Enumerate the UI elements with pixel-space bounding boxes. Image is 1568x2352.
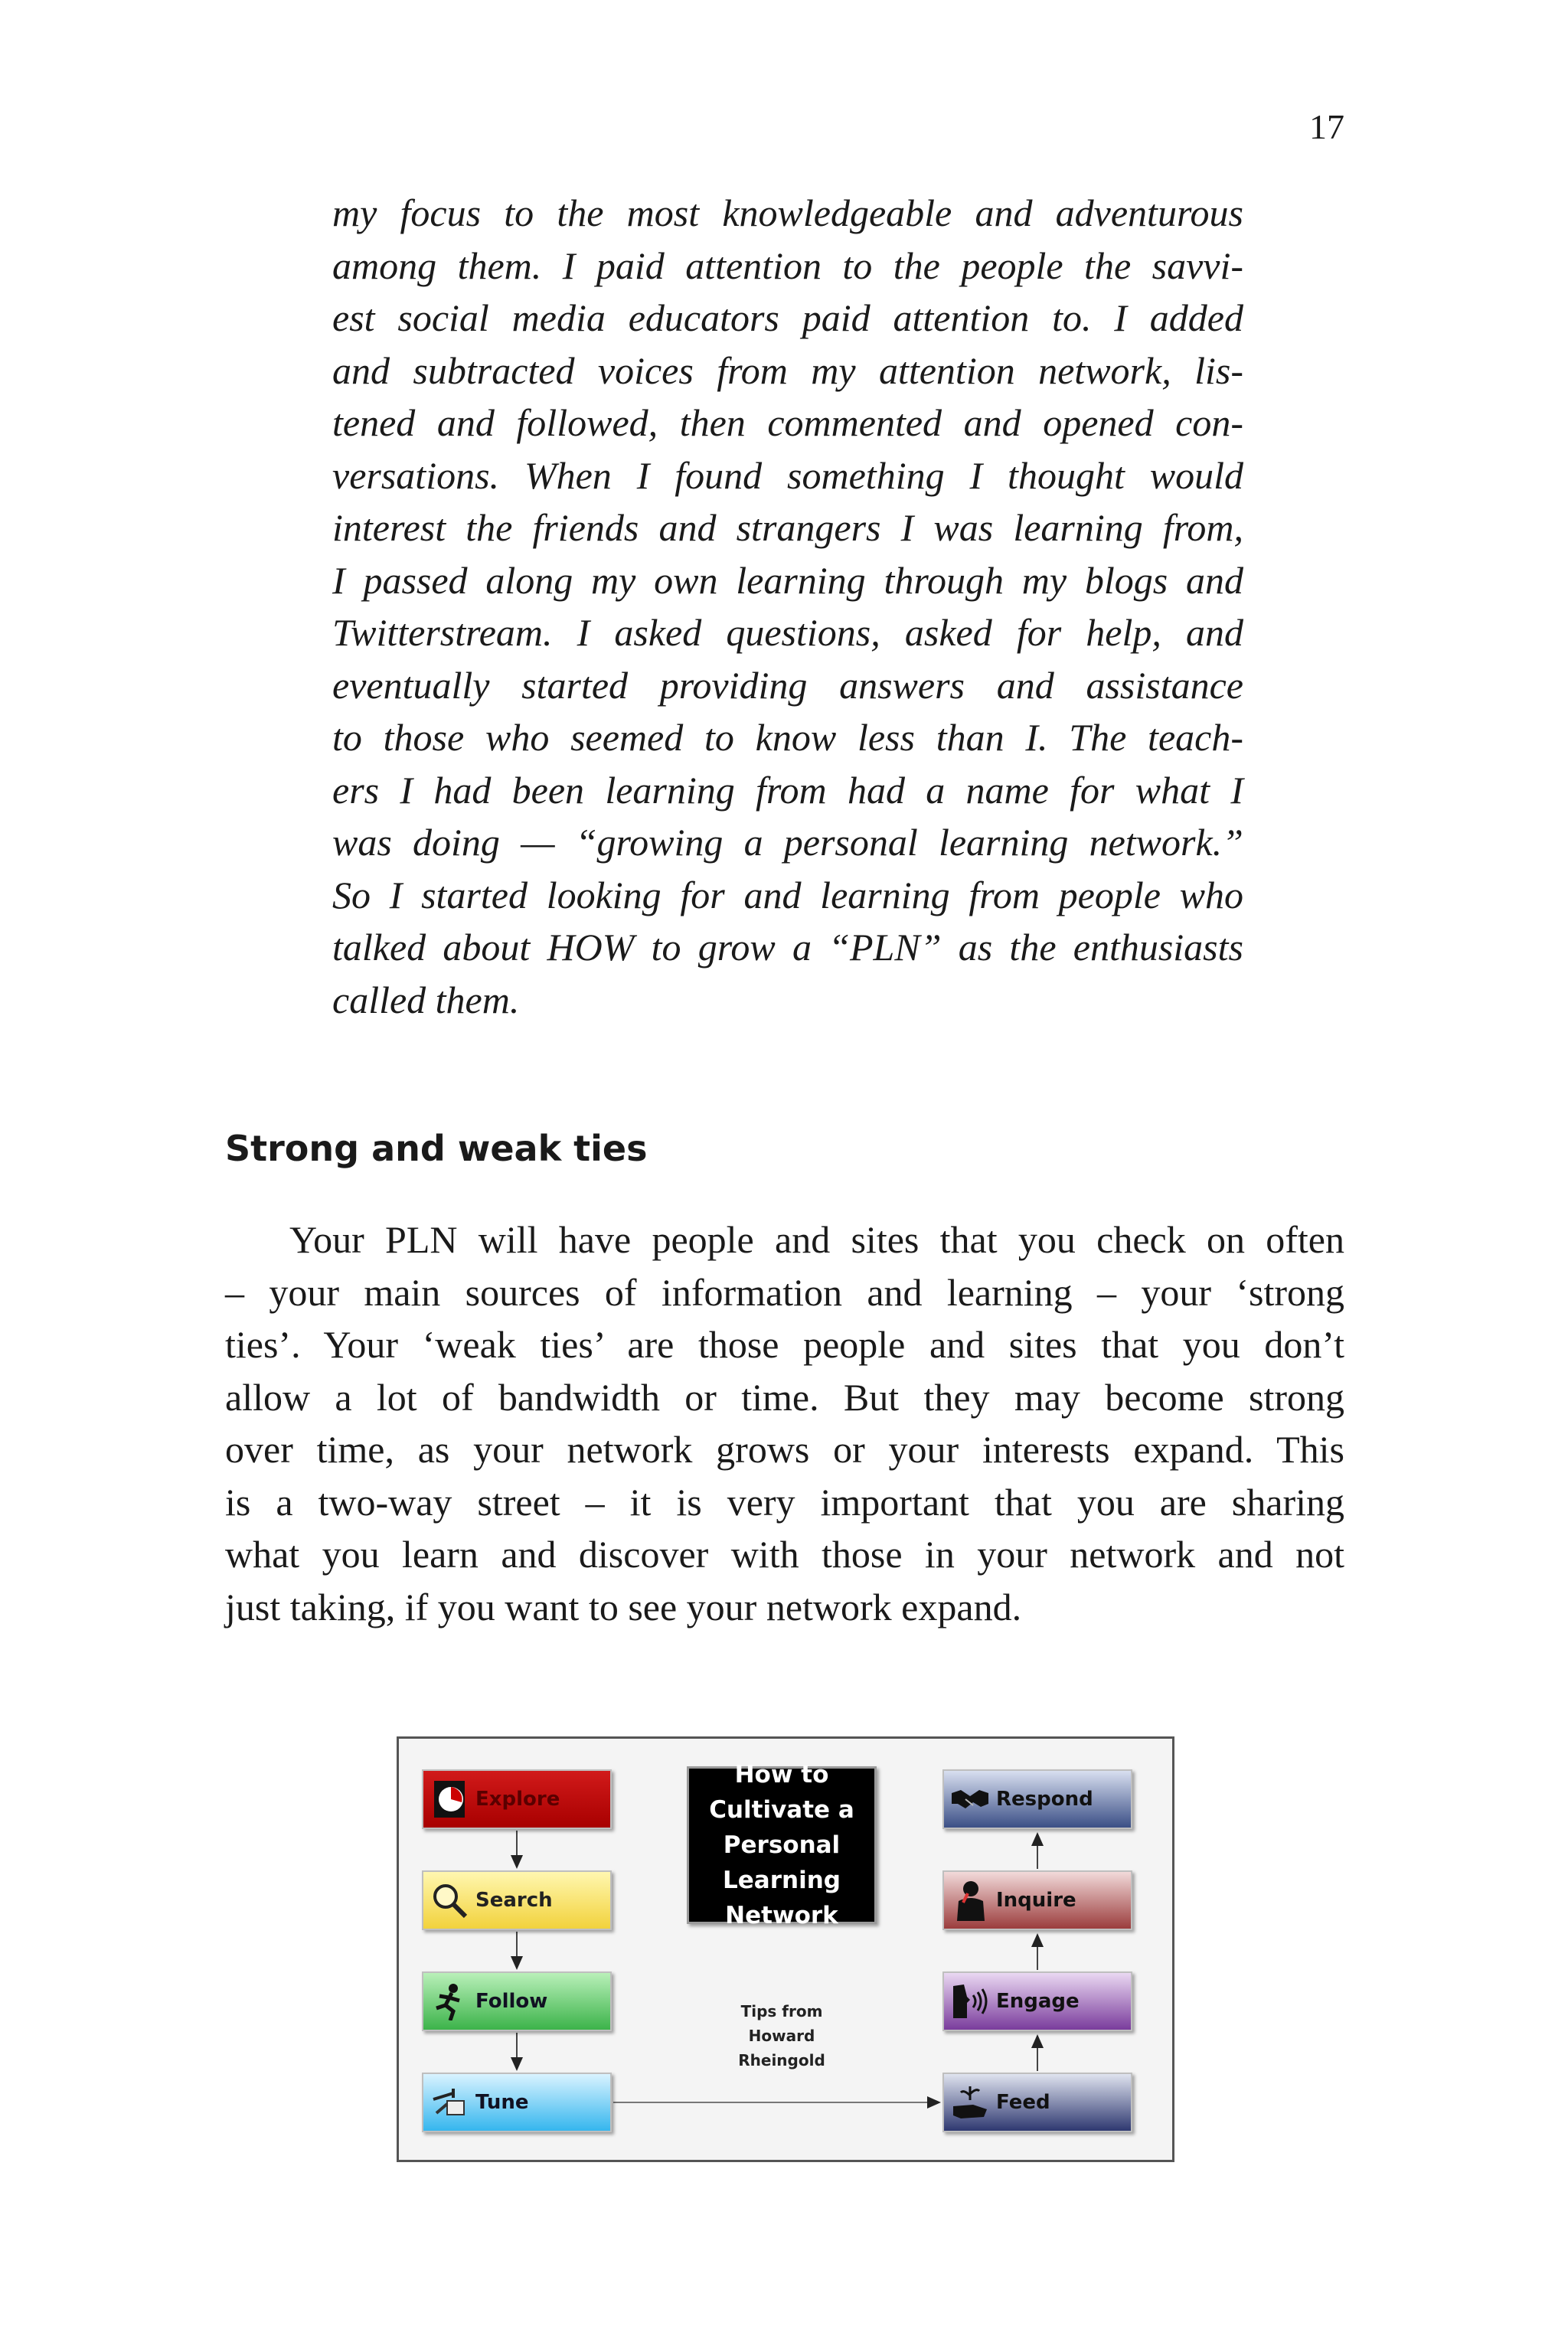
quote-line: ers I had been learning from had a name for what I (332, 768, 1243, 812)
paragraph-line: just taking, if you want to see your network expand. (225, 1585, 1022, 1628)
step-label: Feed (996, 2091, 1050, 2114)
step-label: Explore (475, 1788, 560, 1811)
follow-step (422, 1971, 612, 2031)
step-label: Follow (475, 1990, 548, 2013)
speaking-head-icon (949, 1980, 991, 2023)
diagram-credit: Tips from Howard Rheingold (738, 2002, 825, 2069)
quote-line: talked about HOW to grow a “PLN” as the enthusiasts (332, 926, 1243, 969)
page-number: 17 (1309, 107, 1344, 146)
quote-line: versations. When I found something I thought would (332, 453, 1243, 497)
quote-line: among them. I paid attention to the people the savvi- (332, 243, 1243, 287)
step-label: Search (475, 1889, 553, 1912)
quote-line: I passed along my own learning through my blogs and (332, 558, 1243, 602)
paragraph-line: Your PLN will have people and sites that you check on often (289, 1218, 1344, 1261)
step-label: Inquire (996, 1889, 1076, 1912)
body-paragraph (225, 1214, 1344, 1633)
paragraph-line: – your main sources of information and learning – your ‘strong (225, 1270, 1344, 1314)
explore-step (422, 1769, 612, 1829)
quote-line: my focus to the most knowledgeable and adventurous (332, 191, 1243, 234)
respond-step (942, 1769, 1132, 1829)
quote-line: called them. (332, 978, 520, 1021)
step-label: Engage (996, 1990, 1080, 2013)
quote-line: and subtracted voices from my attention network, lis- (332, 348, 1243, 392)
hand-seedling-icon (949, 2081, 991, 2124)
quote-line: Twitterstream. I asked questions, asked for help, and (332, 611, 1243, 654)
thinker-icon (949, 1879, 991, 1922)
inquire-step (942, 1870, 1132, 1930)
tune-step (422, 2073, 612, 2132)
engage-step (942, 1971, 1132, 2031)
step-label: Tune (475, 2091, 529, 2114)
quote-line: eventually started providing answers and assistance (332, 663, 1243, 707)
quote-line: So I started looking for and learning from people who (332, 873, 1243, 916)
quote-line: to those who seemed to know less than I. The teach- (332, 716, 1243, 759)
quote-line: est social media educators paid attention to. I added (332, 296, 1243, 339)
quote-line: was doing — “growing a personal learning network.” (332, 821, 1243, 864)
pln-diagram (397, 1736, 1174, 2162)
section-heading: Strong and weak ties (225, 1128, 648, 1169)
block-quote (332, 187, 1243, 1026)
paragraph-line: ties’. Your ‘weak ties’ are those people and sites that you don’t (225, 1323, 1344, 1366)
runner-icon (428, 1980, 471, 2023)
tools-icon (428, 2081, 471, 2124)
search-step (422, 1870, 612, 1930)
quote-line: interest the friends and strangers I was learning from, (332, 506, 1243, 549)
magnifier-icon (428, 1879, 471, 1922)
handshake-icon (949, 1778, 991, 1821)
quote-line: tened and followed, then commented and opened con- (332, 401, 1243, 444)
feed-step (942, 2073, 1132, 2132)
diagram-title: How to Cultivate a Personal Learning Network (687, 1766, 877, 1924)
radar-icon (428, 1778, 471, 1821)
paragraph-line: what you learn and discover with those in your network and not (225, 1533, 1344, 1576)
paragraph-line: is a two-way street – it is very important that you are sharing (225, 1480, 1344, 1524)
step-label: Respond (996, 1788, 1093, 1811)
paragraph-line: over time, as your network grows or your interests expand. This (225, 1428, 1344, 1471)
paragraph-line: allow a lot of bandwidth or time. But they may become strong (225, 1375, 1344, 1419)
